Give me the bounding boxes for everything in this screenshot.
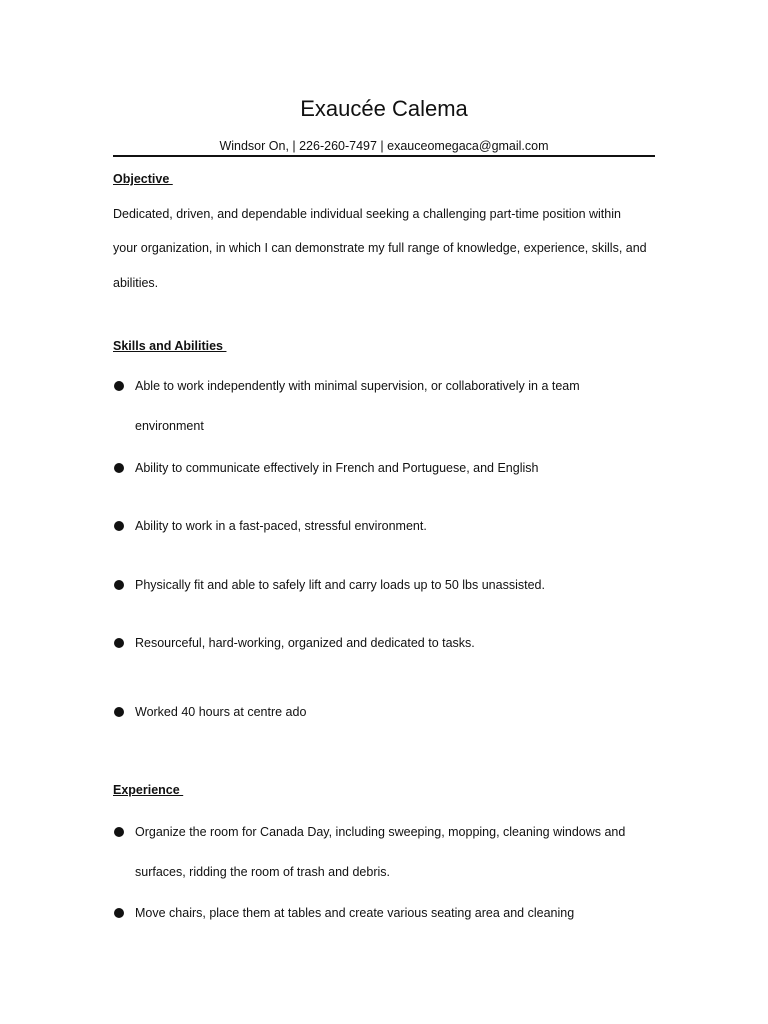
bullet-icon xyxy=(114,908,124,918)
bullet-icon xyxy=(114,580,124,590)
objective-heading: Objective xyxy=(113,172,173,186)
bullet-icon xyxy=(114,707,124,717)
contact-line: Windsor On, | 226-260-7497 | exauceomegaca@gmail.com xyxy=(219,139,549,153)
skill-item-line: Ability to communicate effectively in French and Portuguese, and English xyxy=(135,461,539,475)
header-divider xyxy=(113,155,655,157)
bullet-icon xyxy=(114,381,124,391)
bullet-icon xyxy=(114,638,124,648)
skill-item-line: Resourceful, hard-working, organized and dedicated to tasks. xyxy=(135,636,475,650)
experience-item-line: Move chairs, place them at tables and create various seating area and cleaning xyxy=(135,906,575,920)
objective-line: your organization, in which I can demonstrate my full range of knowledge, experience, skills, and xyxy=(113,241,647,255)
skill-item-line: environment xyxy=(135,419,204,433)
skill-item-line: Able to work independently with minimal supervision, or collaboratively in a team xyxy=(135,379,580,393)
objective-line: abilities. xyxy=(113,276,159,290)
bullet-icon xyxy=(114,827,124,837)
objective-line: Dedicated, driven, and dependable individual seeking a challenging part-time position within xyxy=(113,207,621,221)
skill-item-line: Worked 40 hours at centre ado xyxy=(135,705,307,719)
experience-item-line: Organize the room for Canada Day, including sweeping, mopping, cleaning windows and xyxy=(135,825,626,839)
skill-item-line: Physically fit and able to safely lift and carry loads up to 50 lbs unassisted. xyxy=(135,578,545,592)
experience-heading: Experience xyxy=(113,783,184,797)
bullet-icon xyxy=(114,463,124,473)
skills-heading: Skills and Abilities xyxy=(113,339,227,353)
candidate-name: Exaucée Calema xyxy=(300,96,468,121)
experience-item-line: surfaces, ridding the room of trash and debris. xyxy=(135,865,390,879)
skill-item-line: Ability to work in a fast-paced, stressful environment. xyxy=(135,519,427,533)
bullet-icon xyxy=(114,521,124,531)
